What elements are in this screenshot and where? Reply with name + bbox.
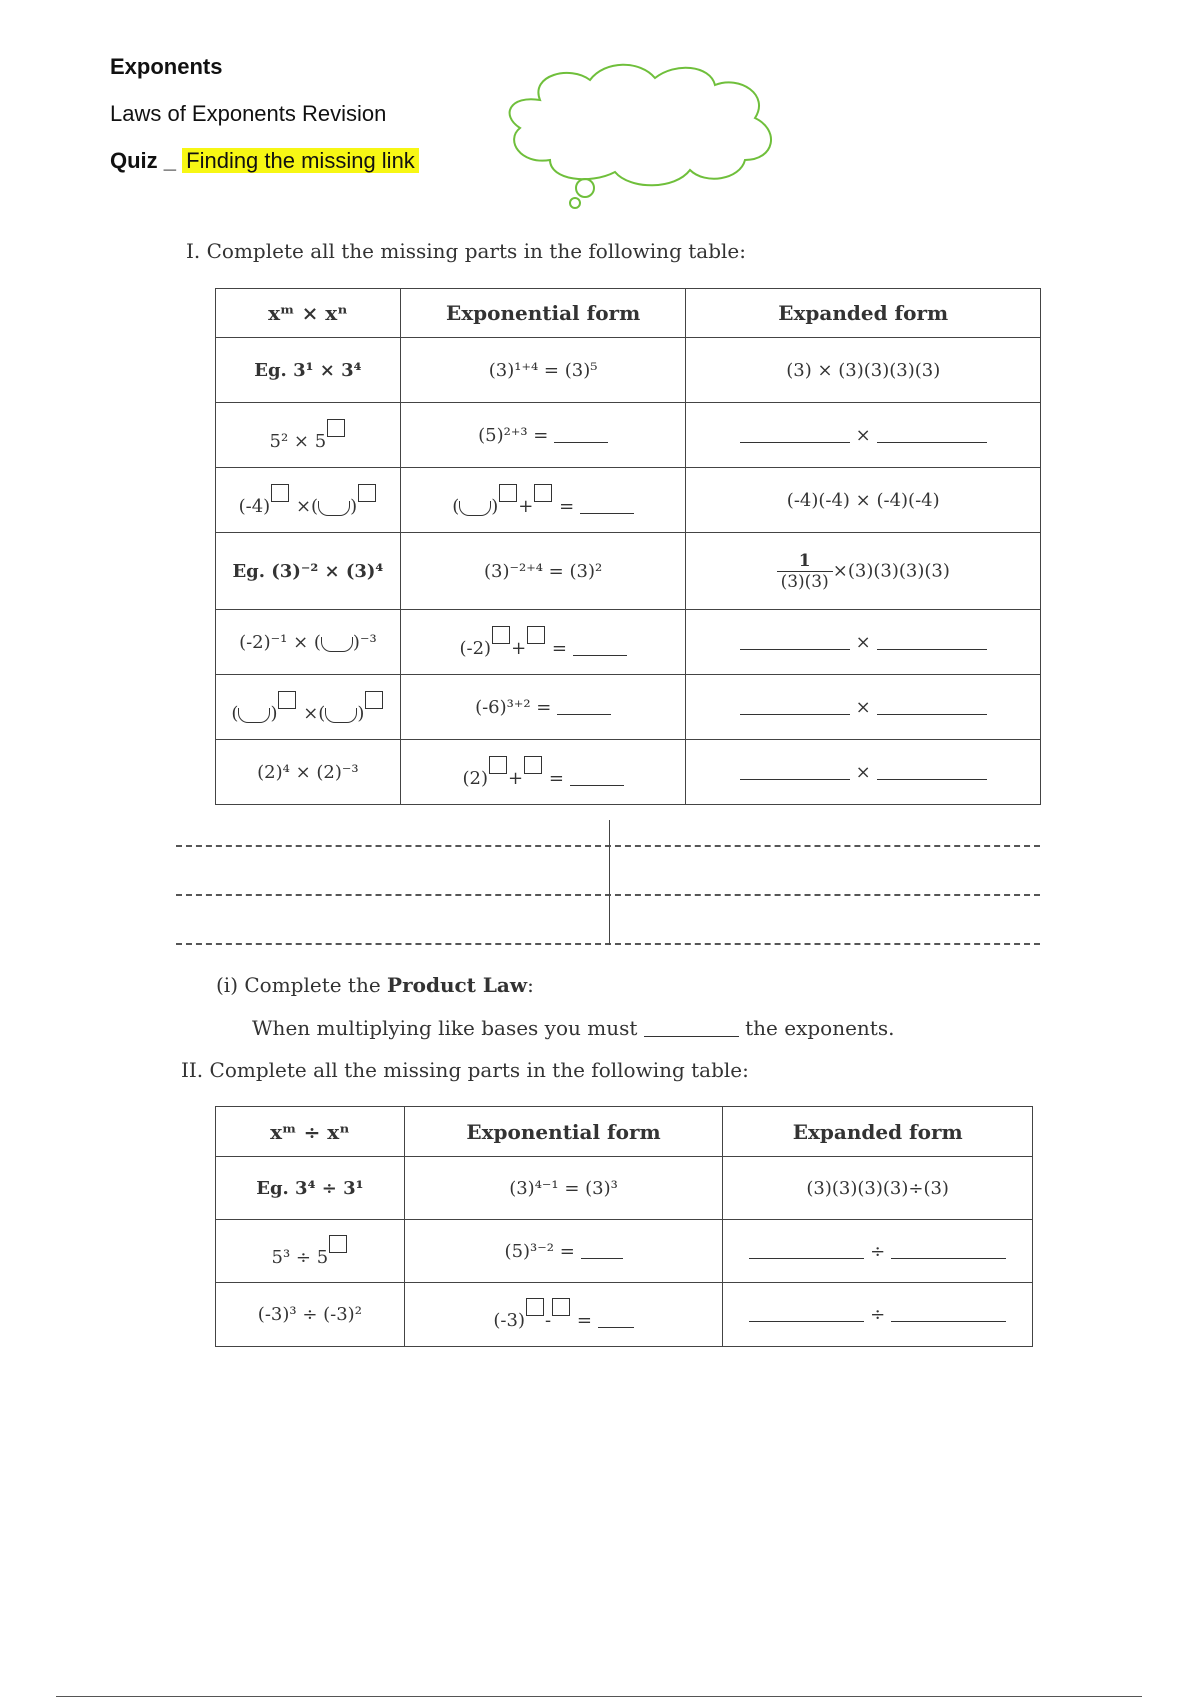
answer-blank[interactable] [891,1258,1006,1259]
writing-line [176,845,1040,847]
table-row [216,610,1041,675]
answer-paren[interactable] [459,501,491,516]
table-cell: ( ) + = [400,468,686,533]
table-row [216,1283,1033,1347]
page-subtitle: Laws of Exponents Revision [110,101,387,126]
answer-blank[interactable] [740,779,850,780]
answer-blank[interactable] [749,1321,864,1322]
answer-blank[interactable] [877,779,987,780]
answer-box[interactable] [271,484,289,502]
answer-box[interactable] [329,1235,347,1253]
table-cell: (3) × (3)(3)(3)(3) [686,338,1041,403]
answer-blank[interactable] [749,1258,864,1259]
table-cell: (5)³⁻² = [404,1220,723,1283]
answer-blank[interactable] [570,785,624,786]
table-cell: ÷ [723,1220,1033,1283]
table-cell: (-6)³⁺² = [400,675,686,740]
quiz-line [110,148,419,174]
answer-paren[interactable] [321,637,353,652]
product-law-table [215,288,1041,805]
table-cell: ( ) ×( ) [216,675,401,740]
table-cell: (2) + = [400,740,686,805]
product-law-sentence: When multiplying like bases you must the exponents. [252,1016,895,1040]
answer-box[interactable] [552,1298,570,1316]
answer-blank[interactable] [581,1258,623,1259]
answer-blank[interactable] [740,649,850,650]
answer-box[interactable] [527,626,545,644]
table-cell: Eg. 3¹ × 3⁴ [216,338,401,403]
table-cell: (2)⁴ × (2)⁻³ [216,740,401,805]
header-cell: Expanded form [686,289,1041,338]
writing-line [176,943,1040,945]
table-cell: × [686,740,1041,805]
thought-cloud-icon [490,60,790,210]
answer-box[interactable] [524,756,542,774]
answer-box[interactable] [327,419,345,437]
quiz-highlight: Finding the missing link [182,148,419,173]
answer-box[interactable] [534,484,552,502]
table-header-row [216,289,1041,338]
table-cell: (-3)³ ÷ (-3)² [216,1283,405,1347]
table-cell: (-3) - = [404,1283,723,1347]
table-cell: (3)⁴⁻¹ = (3)³ [404,1157,723,1220]
page-title: Exponents [110,54,223,79]
answer-blank[interactable] [598,1327,634,1328]
answer-blank[interactable] [877,442,987,443]
table-cell: (-2)⁻¹ × ( )⁻³ [216,610,401,675]
answer-blank[interactable] [573,655,627,656]
answer-box[interactable] [278,691,296,709]
table-cell: (3)(3)(3)(3)÷(3) [723,1157,1033,1220]
product-law-heading: (i) Complete the Product Law: [216,973,534,997]
table-cell: × [686,610,1041,675]
table-row [216,403,1041,468]
header-cell: Expanded form [723,1107,1033,1157]
answer-box[interactable] [489,756,507,774]
section1-instruction: I. Complete all the missing parts in the following table: [186,239,746,263]
answer-blank[interactable] [644,1036,739,1037]
answer-blank[interactable] [877,649,987,650]
answer-blank[interactable] [891,1321,1006,1322]
table-cell: ÷ [723,1283,1033,1347]
answer-paren[interactable] [238,708,270,723]
fraction: $\frac{1}{(3)(3)}$ [777,551,833,592]
quotient-law-table [215,1106,1033,1347]
table-cell: (-4) ×( ) [216,468,401,533]
answer-box[interactable] [365,691,383,709]
table-cell: Eg. (3)⁻² × (3)⁴ [216,533,401,610]
answer-box[interactable] [492,626,510,644]
table-row [216,533,1041,610]
table-cell: (5)²⁺³ = [400,403,686,468]
answer-blank[interactable] [740,442,850,443]
header-cell: xᵐ ÷ xⁿ [216,1107,405,1157]
table-row [216,675,1041,740]
table-cell: $\frac{1}{(3)(3)}$ ×(3)(3)(3)(3) [686,533,1041,610]
table-cell: × [686,403,1041,468]
answer-paren[interactable] [318,501,350,516]
header-cell: Exponential form [400,289,686,338]
table-header-row [216,1107,1033,1157]
table-row [216,740,1041,805]
answer-box[interactable] [526,1298,544,1316]
page-footer-line [56,1696,1142,1697]
table-cell: 5³ ÷ 5 [216,1220,405,1283]
quiz-label: Quiz _ [110,148,177,173]
table-cell: (-2) + = [400,610,686,675]
table-cell: × [686,675,1041,740]
table-cell: 5² × 5 [216,403,401,468]
section2-instruction: II. Complete all the missing parts in the following table: [181,1058,749,1082]
answer-paren[interactable] [325,708,357,723]
table-cell: (3)⁻²⁺⁴ = (3)² [400,533,686,610]
table-row [216,338,1041,403]
divider [609,820,610,945]
table-row [216,1157,1033,1220]
answer-blank[interactable] [740,714,850,715]
answer-box[interactable] [358,484,376,502]
answer-blank[interactable] [877,714,987,715]
writing-line [176,894,1040,896]
table-row [216,1220,1033,1283]
header-cell: xᵐ × xⁿ [216,289,401,338]
answer-blank[interactable] [557,714,611,715]
answer-blank[interactable] [580,513,634,514]
table-cell: Eg. 3⁴ ÷ 3¹ [216,1157,405,1220]
table-cell: (3)¹⁺⁴ = (3)⁵ [400,338,686,403]
table-row [216,468,1041,533]
answer-box[interactable] [499,484,517,502]
table-cell: (-4)(-4) × (-4)(-4) [686,468,1041,533]
header-cell: Exponential form [404,1107,723,1157]
answer-blank[interactable] [554,442,608,443]
